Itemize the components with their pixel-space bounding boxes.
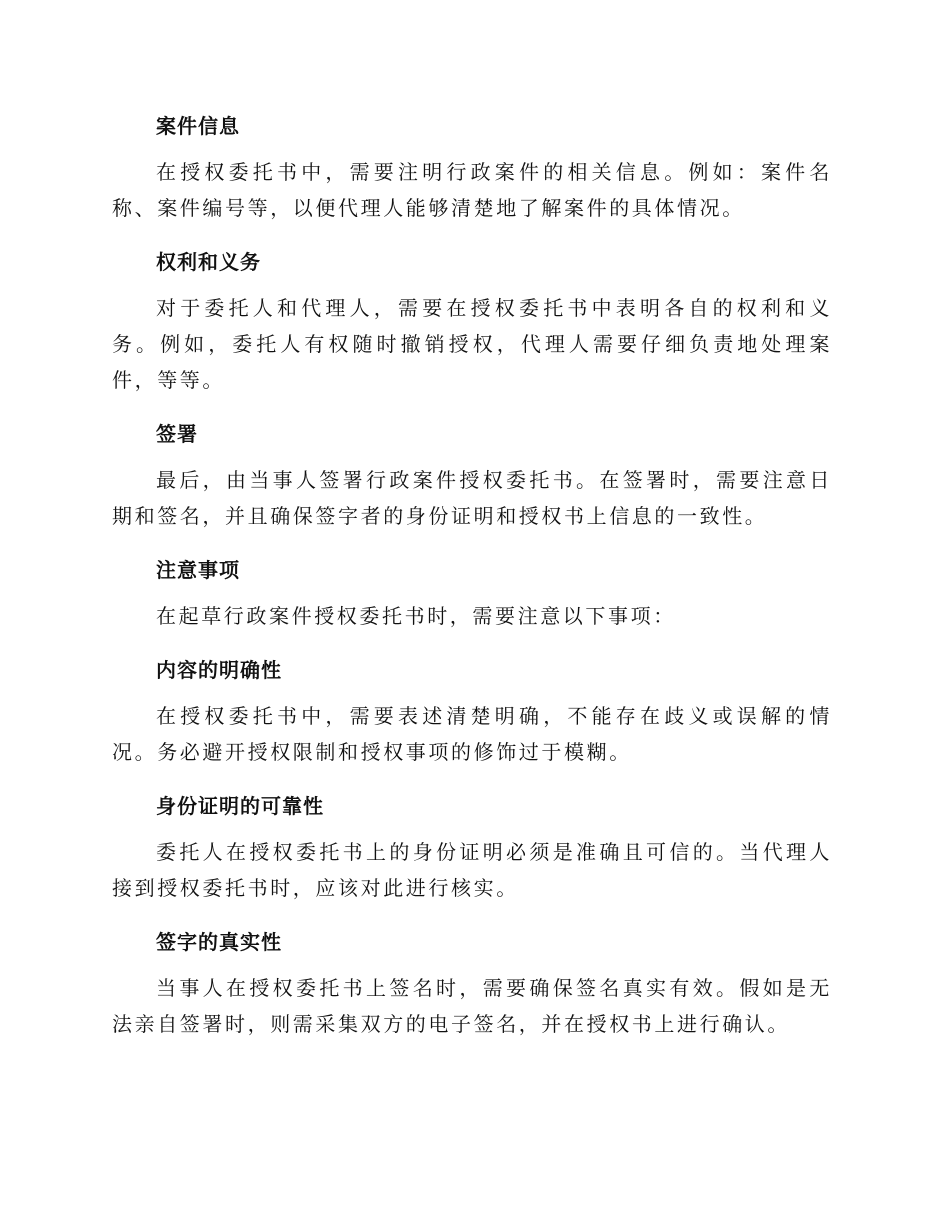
- section-paragraph-case-info: 在授权委托书中，需要注明行政案件的相关信息。例如：案件名称、案件编号等，以便代理人能够清楚地了解案件的具体情况。: [112, 160, 832, 220]
- section-paragraph-identity: 委托人在授权委托书上的身份证明必须是准确且可信的。当代理人接到授权委托书时，应该对此进行核实。: [112, 840, 832, 900]
- section-paragraph-signing: 最后，由当事人签署行政案件授权委托书。在签署时，需要注意日期和签名，并且确保签字者的身份证明和授权书上信息的一致性。: [112, 468, 832, 528]
- section-heading-signing: 签署: [156, 422, 198, 446]
- section-paragraph-rights-duties: 对于委托人和代理人，需要在授权委托书中表明各自的权利和义务。例如，委托人有权随时撤销授权，代理人需要仔细负责地处理案件，等等。: [112, 296, 832, 392]
- section-paragraph-notes: 在起草行政案件授权委托书时，需要注意以下事项：: [156, 604, 676, 628]
- section-heading-identity: 身份证明的可靠性: [156, 794, 324, 818]
- section-heading-clarity: 内容的明确性: [156, 658, 282, 682]
- section-paragraph-clarity: 在授权委托书中，需要表述清楚明确，不能存在歧义或误解的情况。务必避开授权限制和授权事项的修饰过于模糊。: [112, 704, 832, 764]
- section-heading-rights-duties: 权利和义务: [156, 250, 261, 274]
- section-heading-case-info: 案件信息: [156, 114, 240, 138]
- section-heading-signature-authenticity: 签字的真实性: [156, 930, 282, 954]
- section-heading-notes: 注意事项: [156, 558, 240, 582]
- document-body: [112, 108, 832, 1060]
- section-paragraph-signature-authenticity: 当事人在授权委托书上签名时，需要确保签名真实有效。假如是无法亲自签署时，则需采集双方的电子签名，并在授权书上进行确认。: [112, 976, 832, 1036]
